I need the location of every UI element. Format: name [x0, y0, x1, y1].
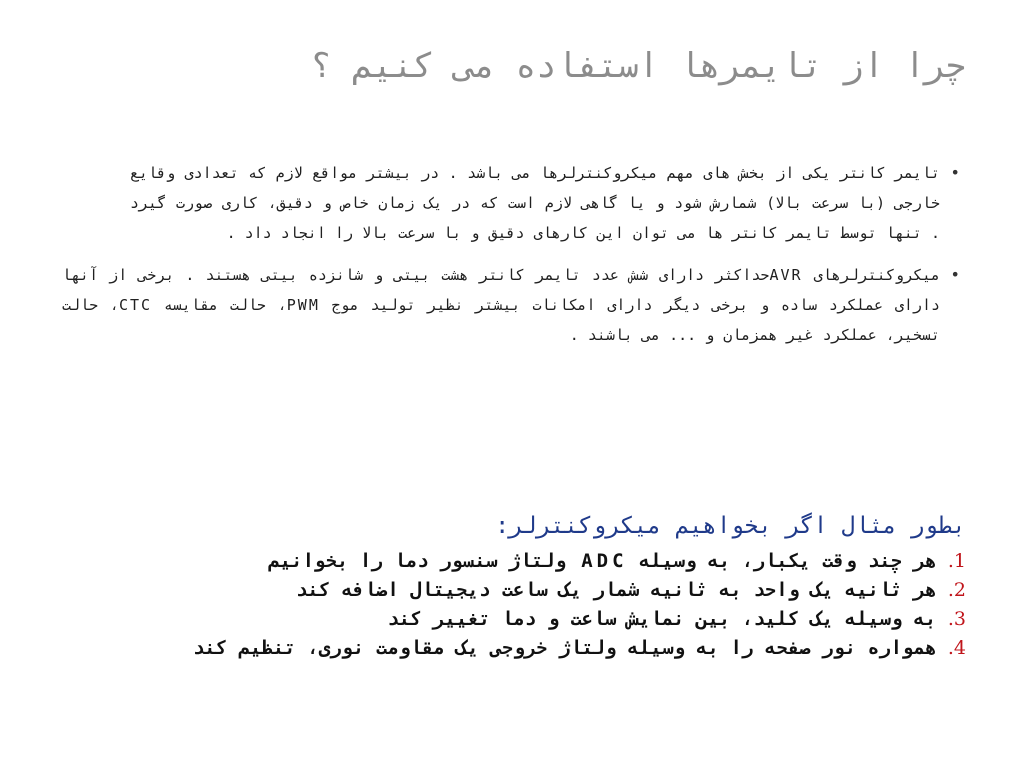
example-item-number: 1. — [947, 550, 966, 572]
bullet-text: میکروکنترلرهای AVRحداکثر دارای شش عدد تایمر کانتر هشت بیتی و شانزده بیتی هستند . برخی از آنها دارای عملکرد ساده و برخی دیگر دارای امکانات بیشتر نظیر تولید موج PWM، حالت مقایسه CTC، حالت تسخیر، عملکرد غیر همزمان و ... می باشند . — [62, 266, 941, 344]
example-item-text: همواره نور صفحه را به وسیله ولتاژ خروجی یک مقاومت نوری، تنظیم کند — [192, 637, 937, 659]
example-item-text: هر چند وقت یکبار، به وسیله ADC ولتاژ سنسور دما را بخوانیم — [268, 550, 937, 572]
example-item — [66, 639, 966, 658]
bullet-dot-icon: • — [950, 265, 962, 284]
example-item — [66, 581, 966, 600]
example-item-number: 3. — [947, 608, 966, 630]
example-item-text: هر ثانیه یک واحد به ثانیه شمار یک ساعت دیجیتال اضافه کند — [295, 579, 937, 601]
example-item-text: به وسیله یک کلید، بین نمایش ساعت و دما تغییر کند — [387, 608, 937, 630]
example-item-number: 2. — [947, 579, 966, 601]
slide-title: چرا از تایمرها استفاده می کنیم ؟ — [310, 46, 966, 86]
example-item — [66, 610, 966, 629]
bullet-item — [130, 158, 962, 248]
example-item-number: 4. — [947, 637, 966, 659]
bullet-text: تایمر کانتر یکی از بخش های مهم میکروکنترلرها می باشد . در بیشتر مواقع لازم که تعدادی وقایع خارجی (با سرعت بالا) شمارش شود و یا گاهی لازم است که در یک زمان خاص و دقیق، کاری صورت گیرد . تنها توسط تایمر کانتر ها می توان این کارهای دقیق و با سرعت بالا را انجاد داد . — [130, 164, 940, 242]
example-heading: بطور مثال اگر بخواهیم میکروکنترلر: — [495, 513, 966, 539]
bullet-item — [62, 260, 962, 350]
example-item — [66, 552, 966, 571]
bullet-list — [62, 158, 962, 362]
bullet-dot-icon: • — [950, 163, 962, 182]
example-section — [66, 510, 966, 658]
